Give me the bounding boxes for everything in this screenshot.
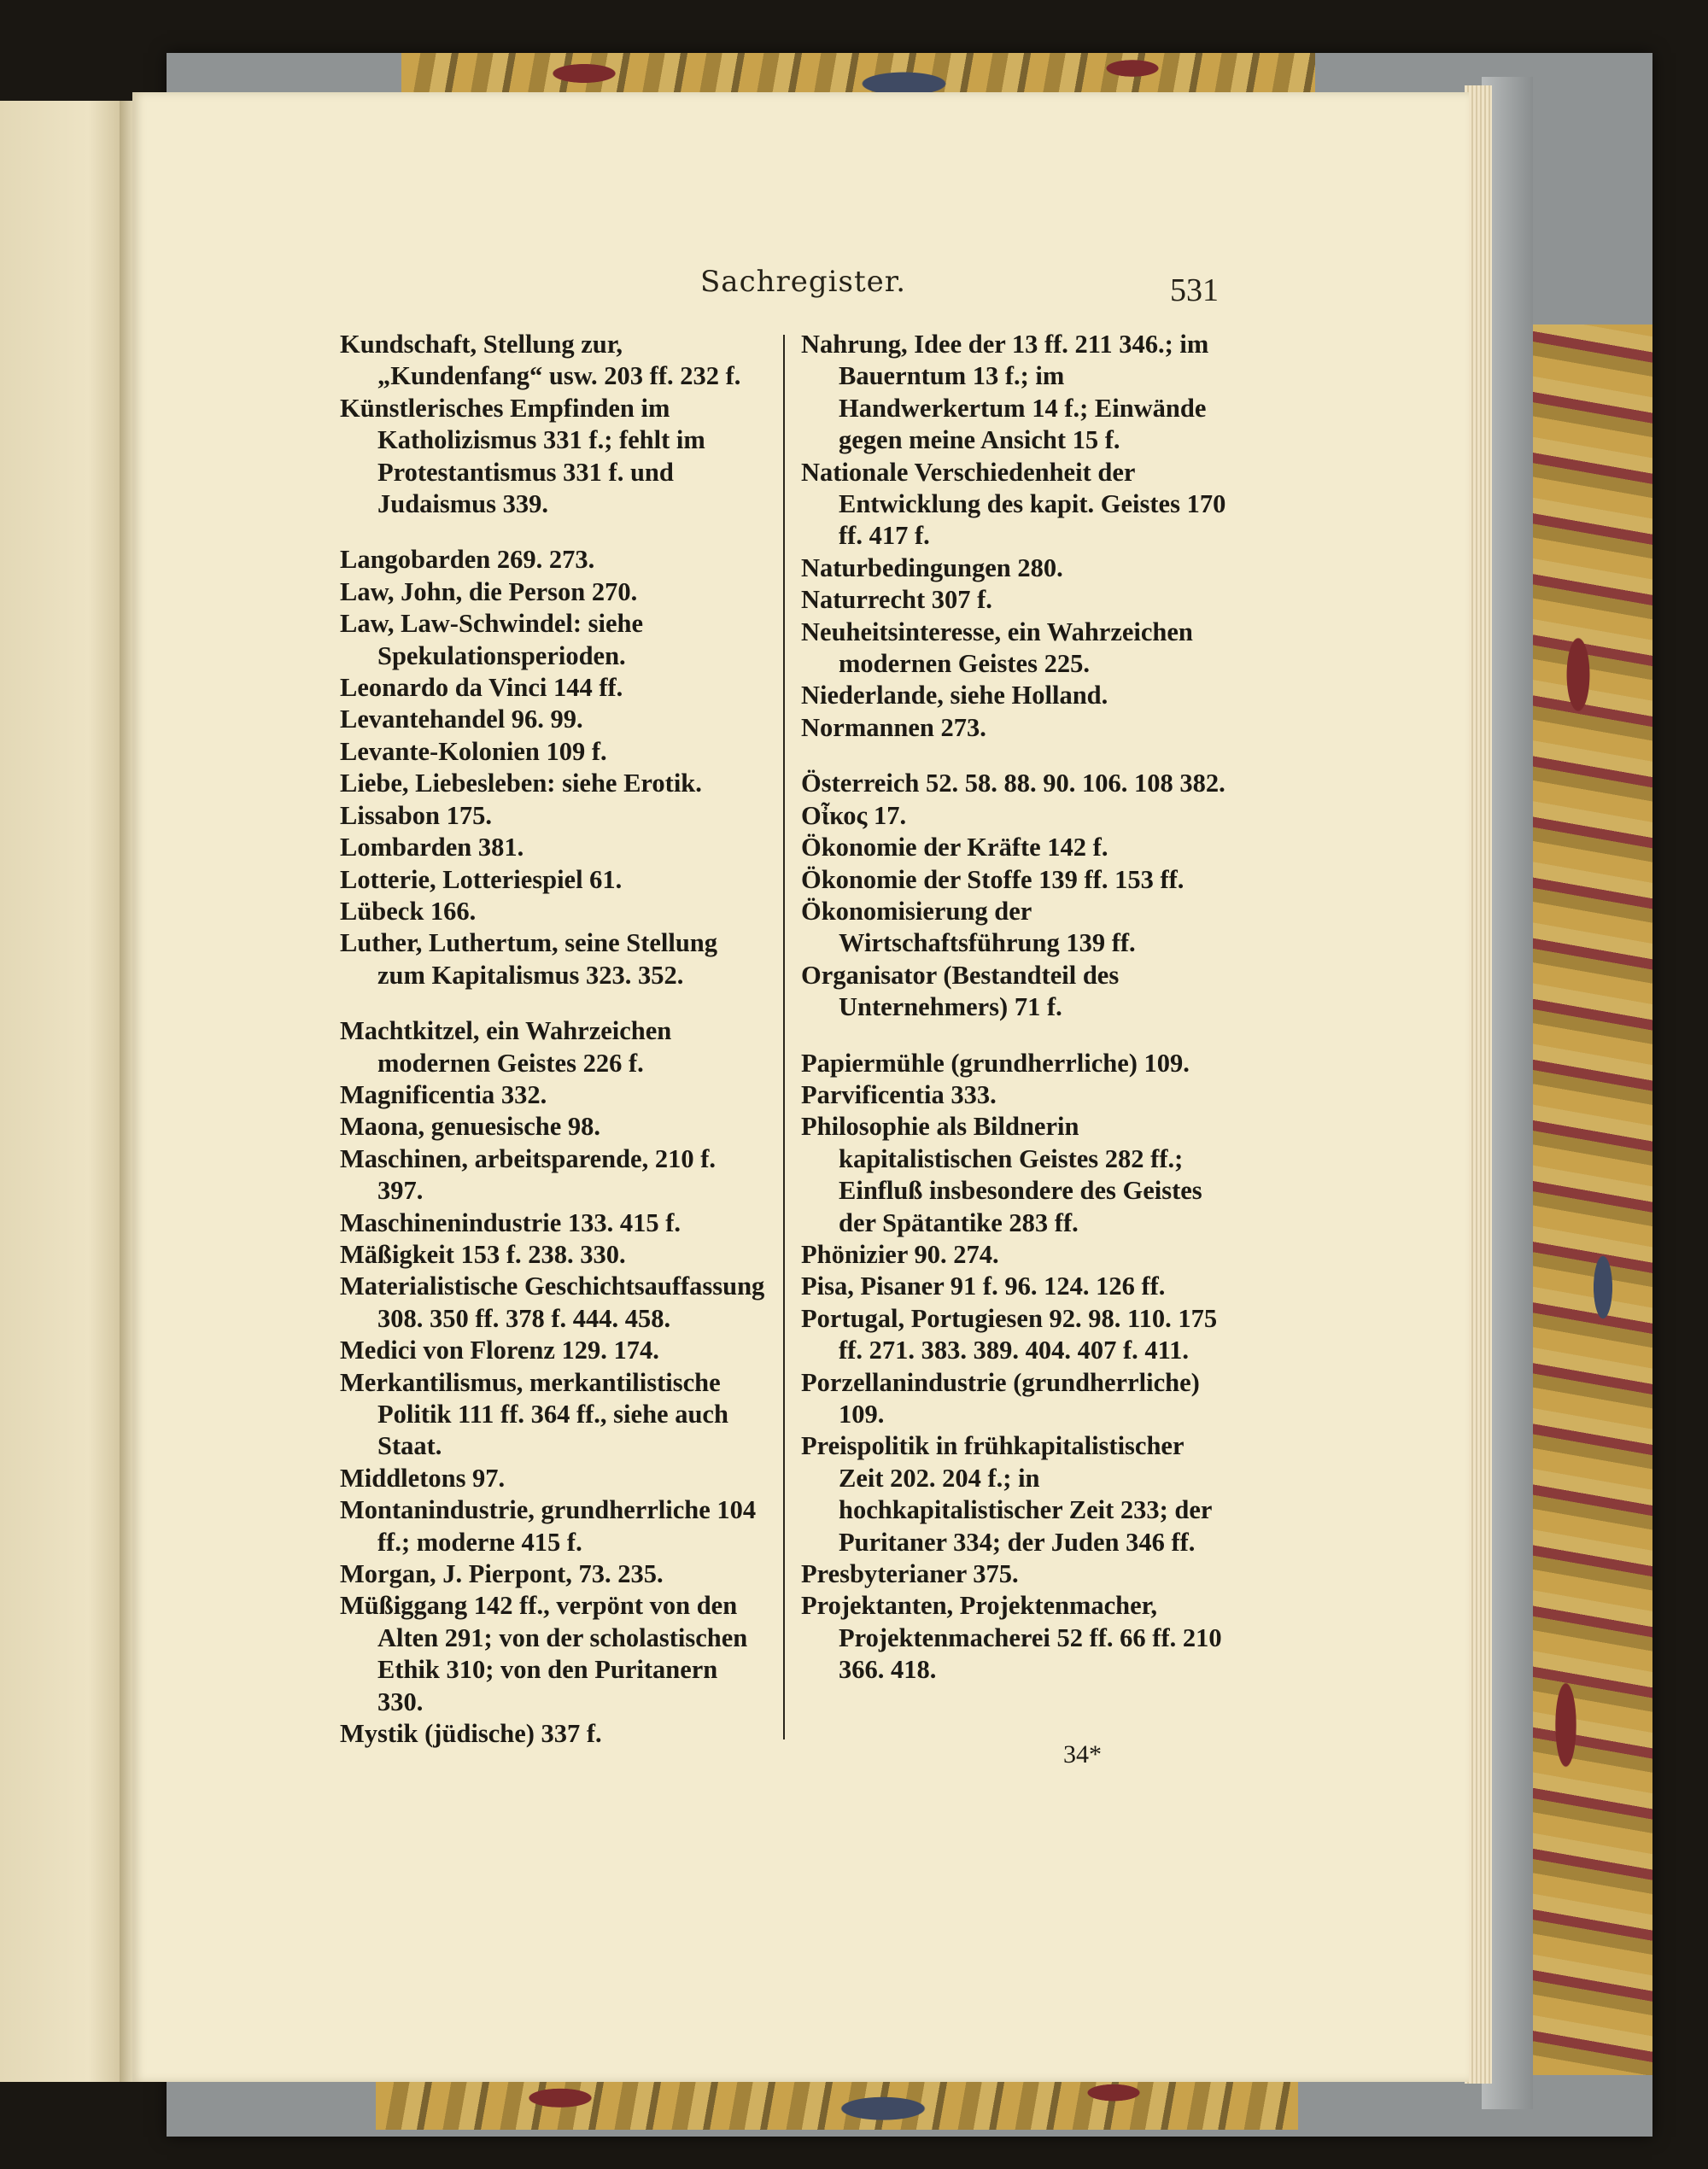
index-entry: Lübeck 166. <box>340 896 477 926</box>
index-entry: Law, Law-Schwindel: siehe Spekulationsperioden. <box>340 609 644 670</box>
index-entry: Pisa, Pisaner 91 f. 96. 124. 126 ff. <box>801 1272 1166 1301</box>
index-entry: Luther, Luthertum, seine Stellung zum Kapitalismus 323. 352. <box>340 928 718 990</box>
index-entry: Maona, genuesische 98. <box>340 1112 600 1142</box>
section-gap <box>340 520 767 544</box>
index-entry: Lotterie, Lotteriespiel 61. <box>340 864 623 894</box>
index-entry: Preispolitik in frühkapitalistischer Zeit 202. 204 f.; in hochkapitalistischer Zeit 233; der Puritaner 334; der Juden 346 ff. <box>801 1431 1212 1557</box>
column-divider <box>783 335 785 1739</box>
index-entry: Nahrung, Idee der 13 ff. 211 346.; im Bauerntum 13 f.; im Handwerkertum 14 f.; Einwände gegen meine Ansicht 15 f. <box>801 330 1209 455</box>
index-column-left <box>340 329 767 1750</box>
index-entry: Künstlerisches Empfinden im Katholizismus 331 f.; fehlt im Protestantismus 331 f. und Judaismus 339. <box>340 393 705 519</box>
index-entry: Presbyterianer 375. <box>801 1559 1019 1589</box>
index-entry: Papiermühle (grundherrliche) 109. <box>801 1048 1190 1078</box>
index-entry: Projektanten, Projektenmacher, Projektenmacherei 52 ff. 66 ff. 210 366. 418. <box>801 1591 1222 1685</box>
index-entry: Magnificentia 332. <box>340 1079 547 1109</box>
index-entry: Philosophie als Bildnerin kapitalistischen Geistes 282 ff.; Einfluß insbesondere des Geistes der Spätantike 283 ff. <box>801 1112 1202 1237</box>
index-entry: Porzellanindustrie (grundherrliche) 109. <box>801 1367 1200 1429</box>
index-entry: Parvificentia 333. <box>801 1079 997 1109</box>
index-entry: Österreich 52. 58. 88. 90. 106. 108 382. <box>801 769 1225 798</box>
index-entry: Materialistische Geschichtsauffassung 308. 350 ff. 378 f. 444. 458. <box>340 1272 765 1333</box>
index-entry: Naturbedingungen 280. <box>801 552 1063 582</box>
index-entry: Langobarden 269. 273. <box>340 545 595 575</box>
index-entry: Portugal, Portugiesen 92. 98. 110. 175 ff. 271. 383. 389. 404. 407 f. 411. <box>801 1303 1218 1365</box>
marbled-endpaper-right <box>1529 324 1652 2075</box>
index-entry: Neuheitsinteresse, ein Wahrzeichen modernen Geistes 225. <box>801 617 1193 679</box>
index-entry: Kundschaft, Stellung zur, „Kundenfang“ usw. 203 ff. 232 f. <box>340 330 741 391</box>
index-entry: Middletons 97. <box>340 1463 506 1493</box>
index-entry: Machtkitzel, ein Wahrzeichen modernen Geistes 226 f. <box>340 1016 672 1078</box>
index-entry: Levante-Kolonien 109 f. <box>340 736 607 766</box>
index-entry: Οἶκος 17. <box>801 800 907 830</box>
index-entry: Naturrecht 307 f. <box>801 585 992 615</box>
index-entry: Medici von Florenz 129. 174. <box>340 1336 659 1365</box>
running-head: Sachregister. <box>700 265 907 299</box>
index-entry: Niederlande, siehe Holland. <box>801 681 1108 710</box>
index-entry: Liebe, Liebesleben: siehe Erotik. <box>340 769 702 798</box>
left-page-edge <box>0 101 126 2082</box>
index-entry: Ökonomie der Kräfte 142 f. <box>801 833 1108 862</box>
index-entry: Lissabon 175. <box>340 800 492 830</box>
index-entry: Leonardo da Vinci 144 ff. <box>340 673 623 703</box>
index-entry: Normannen 273. <box>801 712 986 742</box>
section-gap <box>801 1024 1228 1048</box>
index-entry: Levantehandel 96. 99. <box>340 704 583 734</box>
index-entry: Müßiggang 142 ff., verpönt von den Alten 291; von der scholastischen Ethik 310; von den Puritanern 330. <box>340 1591 748 1716</box>
index-entry: Nationale Verschiedenheit der Entwicklung des kapit. Geistes 170 ff. 417 f. <box>801 457 1226 551</box>
index-column-right <box>801 329 1228 1687</box>
marbled-endpaper-bottom <box>376 2077 1298 2130</box>
index-entry: Phönizier 90. 274. <box>801 1239 999 1269</box>
index-entry: Mystik (jüdische) 337 f. <box>340 1719 602 1749</box>
index-entry: Montanindustrie, grundherrliche 104 ff.; moderne 415 f. <box>340 1495 757 1557</box>
page-number: 531 <box>1170 272 1219 308</box>
index-entry: Maschinenindustrie 133. 415 f. <box>340 1207 681 1237</box>
index-entry: Ökonomie der Stoffe 139 ff. 153 ff. <box>801 864 1184 894</box>
printer-signature: 34* <box>1063 1740 1102 1769</box>
index-entry: Ökonomisierung der Wirtschaftsführung 139 ff. <box>801 896 1136 958</box>
index-entry: Merkantilismus, merkantilistische Politik 111 ff. 364 ff., siehe auch Staat. <box>340 1367 728 1461</box>
index-entry: Organisator (Bestandteil des Unternehmers) 71 f. <box>801 960 1120 1022</box>
section-gap <box>340 991 767 1015</box>
index-entry: Mäßigkeit 153 f. 238. 330. <box>340 1239 626 1269</box>
index-entry: Maschinen, arbeitsparende, 210 f. 397. <box>340 1143 716 1206</box>
section-gap <box>801 744 1228 768</box>
index-entry: Morgan, J. Pierpont, 73. 235. <box>340 1559 664 1589</box>
index-entry: Lombarden 381. <box>340 833 524 862</box>
index-entry: Law, John, die Person 270. <box>340 576 638 606</box>
